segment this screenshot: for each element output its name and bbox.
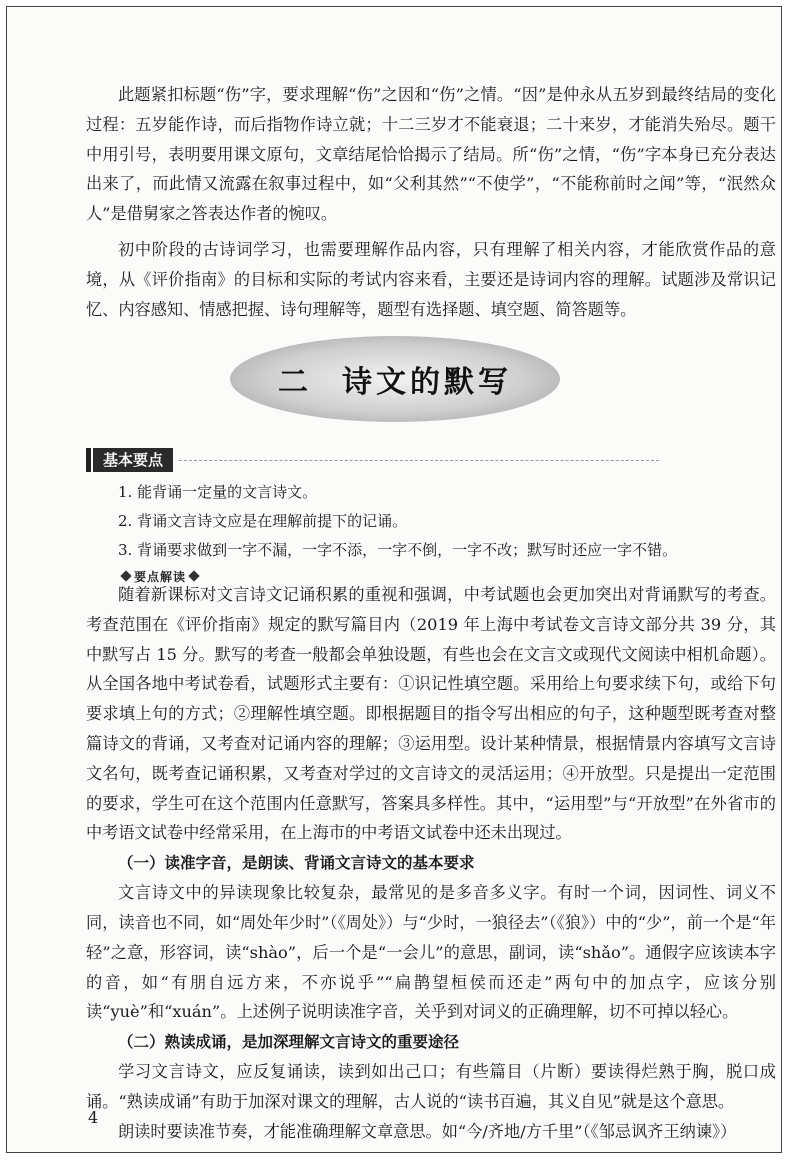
page-number: 4: [88, 1108, 99, 1127]
subsection-tag-label: 要点解读: [134, 569, 187, 584]
body-paragraph-1: 随着新课标对文言诗文记诵积累的重视和强调，中考试题也会更加突出对背诵默写的考查。考查范围在《评价指南》规定的默写篇目内（2019 年上海中考试卷文言诗文部分共 39 分，其中默写占 15 分。默写的考查一般都会单独设题，有些也会在文言文或现代文阅读中相机命题）。从全国各地中考试卷看，试题形式主要有：①识记性填空题。采用给上句要求续下句，或给下句要求填上句的方式；②理解性填空题。即根据题目的指令写出相应的句子，这种题型既考查对整篇诗文的背诵，又考查对记诵内容的理解；③运用型。设计某种情景，根据情景内容填写文言诗文名句，既考查记诵积累，又考查对学过的文言诗文的灵活运用；④开放型。只是提出一定范围的要求，学生可在这个范围内任意默写，答案具多样性。其中，“运用型”与“开放型”在外省市的中考语文试卷中经常采用，在上海市的中考语文试卷中还未出现过。: [86, 585, 776, 843]
intro-section: [86, 80, 776, 324]
chapter-number: 二: [278, 365, 312, 400]
intro-paragraph-2: 初中阶段的古诗词学习，也需要理解作品内容，只有理解了相关内容，才能欣赏作品的意境，从《评价指南》的目标和实际的考试内容来看，主要还是诗词内容的理解。试题涉及常识记忆、内容感知、情感把握、诗句理解等，题型有选择题、填空题、简答题等。: [86, 239, 776, 319]
body-paragraph-4: 朗读时要读准节奏，才能准确理解文章意思。如“今/齐地/方千里”（《邹忌讽齐王纳谏》）: [118, 1121, 737, 1141]
chapter-title: 诗文的默写: [342, 365, 512, 400]
key-points-list: [118, 478, 758, 565]
section-tag: [86, 447, 659, 473]
subheading-1: （一）读准字音，是朗读、背诵文言诗文的基本要求: [118, 854, 475, 873]
body-paragraph-2: 文言诗文中的异读现象比较复杂，最常见的是多音多义字。有时一个词，因词性、词义不同，读音也不同，如“周处年少时”（《周处》）与“少时，一狼径去”（《狼》）中的“少”，前一个是“年轻”之意，形容词，读“shào”，后一个是“一会儿”的意思，副词，读“shǎo”。通假字应该读本字的音，如“有朋自远方来，不亦说乎”“扁鹊望桓侯而还走”两句中的加点字，应该分别读“yuè”和“xuán”。上述例子说明读准字音，关乎到对词义的正确理解，切不可掉以轻心。: [86, 883, 776, 1022]
section-tag-label: 基本要点: [93, 448, 173, 472]
intro-paragraph-1: 此题紧扣标题“伤”字，要求理解“伤”之因和“伤”之情。“因”是仲永从五岁到最终结局的变化过程：五岁能作诗，而后指物作诗立就；十二三岁才不能衰退；二十来岁，才能消失殆尽。题干中用引号，表明要用课文原句，文章结尾恰恰揭示了结局。所“伤”之情，“伤”字本身已充分表达出来了，而此情又流露在叙事过程中，如“父利其然”“不使学”，“不能称前时之闻”等，“泯然众人”是借舅家之答表达作者的惋叹。: [86, 85, 776, 224]
section-tag-bar: [86, 448, 91, 472]
main-body: [86, 580, 776, 1147]
section-tag-divider: [179, 460, 659, 461]
body-paragraph-3: 学习文言诗文，应反复诵读，读到如出己口；有些篇目（片断）要读得烂熟于胸，脱口成诵。“熟读成诵”有助于加深对课文的理解，古人说的“读书百遍，其义自见”就是这个意思。: [86, 1062, 776, 1111]
key-point: 1. 能背诵一定量的文言诗文。: [118, 483, 318, 501]
chapter-banner: [230, 336, 560, 422]
key-point: 3. 背诵要求做到一字不漏，一字不添，一字不倒，一字不改；默写时还应一字不错。: [118, 541, 678, 559]
key-point: 2. 背诵文言诗文应是在理解前提下的记诵。: [118, 512, 408, 530]
subheading-2: （二）熟读成诵，是加深理解文言诗文的重要途径: [118, 1033, 460, 1052]
